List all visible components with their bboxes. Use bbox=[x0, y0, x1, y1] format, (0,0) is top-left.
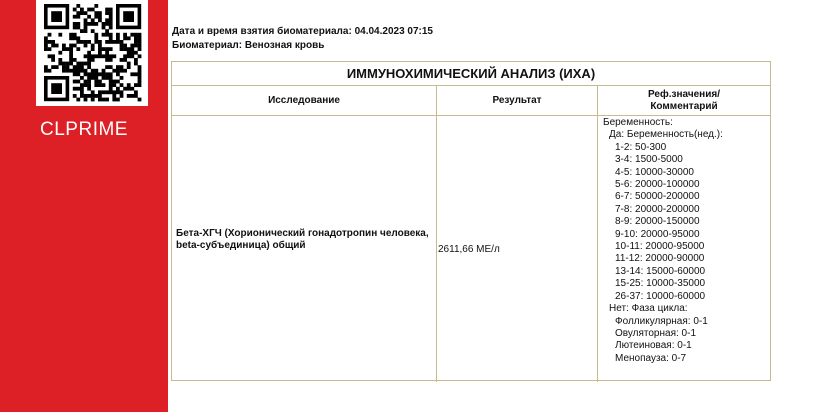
reference-line: 13-14: 15000-60000 bbox=[615, 265, 706, 277]
divider bbox=[597, 86, 598, 382]
biomaterial-label: Биоматериал: bbox=[172, 40, 243, 51]
brand-logo-text: CLPRIME bbox=[40, 119, 128, 140]
reference-header-line: Комментарий bbox=[650, 100, 718, 112]
qr-code bbox=[36, 0, 148, 106]
column-header-result: Результат bbox=[492, 94, 542, 106]
reference-line: 5-6: 20000-100000 bbox=[615, 179, 700, 191]
sampling-datetime-value: 04.04.2023 07:15 bbox=[354, 26, 433, 37]
reference-line: Фолликулярная: 0-1 bbox=[615, 315, 708, 327]
reference-line: 15-25: 10000-35000 bbox=[615, 278, 706, 290]
reference-header-line: Реф.значения/ bbox=[647, 88, 720, 100]
reference-line: 8-9: 20000-150000 bbox=[615, 216, 700, 228]
divider bbox=[172, 115, 770, 116]
results-table bbox=[171, 61, 771, 381]
table-title: ИММУНОХИМИЧЕСКИЙ АНАЛИЗ (ИХА) bbox=[346, 66, 596, 81]
sampling-datetime-line bbox=[172, 26, 433, 37]
brand-sidebar bbox=[0, 0, 168, 412]
biomaterial-line bbox=[172, 40, 324, 51]
sampling-datetime-label: Дата и время взятия биоматериала: bbox=[172, 26, 352, 37]
reference-line: Овуляторная: 0-1 bbox=[615, 327, 697, 339]
reference-line: Менопауза: 0-7 bbox=[615, 352, 687, 364]
test-result: 2611,66 МЕ/л bbox=[438, 244, 500, 255]
reference-line: 7-8: 20000-200000 bbox=[615, 203, 700, 215]
reference-line: 26-37: 10000-60000 bbox=[615, 290, 706, 302]
reference-line: 4-5: 10000-30000 bbox=[615, 166, 694, 178]
reference-values bbox=[603, 117, 768, 365]
reference-line: 3-4: 1500-5000 bbox=[615, 154, 683, 166]
column-header-test: Исследование bbox=[268, 94, 340, 106]
test-name: Бета-ХГЧ (Хорионический гонадотропин человека, beta-субъединица) общий bbox=[176, 228, 429, 251]
column-header-reference bbox=[598, 86, 770, 115]
reference-line: Лютеиновая: 0-1 bbox=[615, 340, 692, 352]
reference-line: 1-2: 50-300 bbox=[615, 141, 667, 153]
reference-line: 6-7: 50000-200000 bbox=[615, 191, 700, 203]
reference-line: Беременность: bbox=[603, 117, 673, 128]
reference-line: 9-10: 20000-95000 bbox=[615, 228, 700, 240]
reference-line: Нет: Фаза цикла: bbox=[609, 303, 688, 315]
reference-line: Да: Беременность(нед.): bbox=[609, 129, 723, 141]
biomaterial-value: Венозная кровь bbox=[244, 40, 325, 51]
divider bbox=[436, 86, 437, 382]
reference-line: 11-12: 20000-90000 bbox=[615, 253, 705, 265]
reference-line: 10-11: 20000-95000 bbox=[615, 241, 705, 253]
